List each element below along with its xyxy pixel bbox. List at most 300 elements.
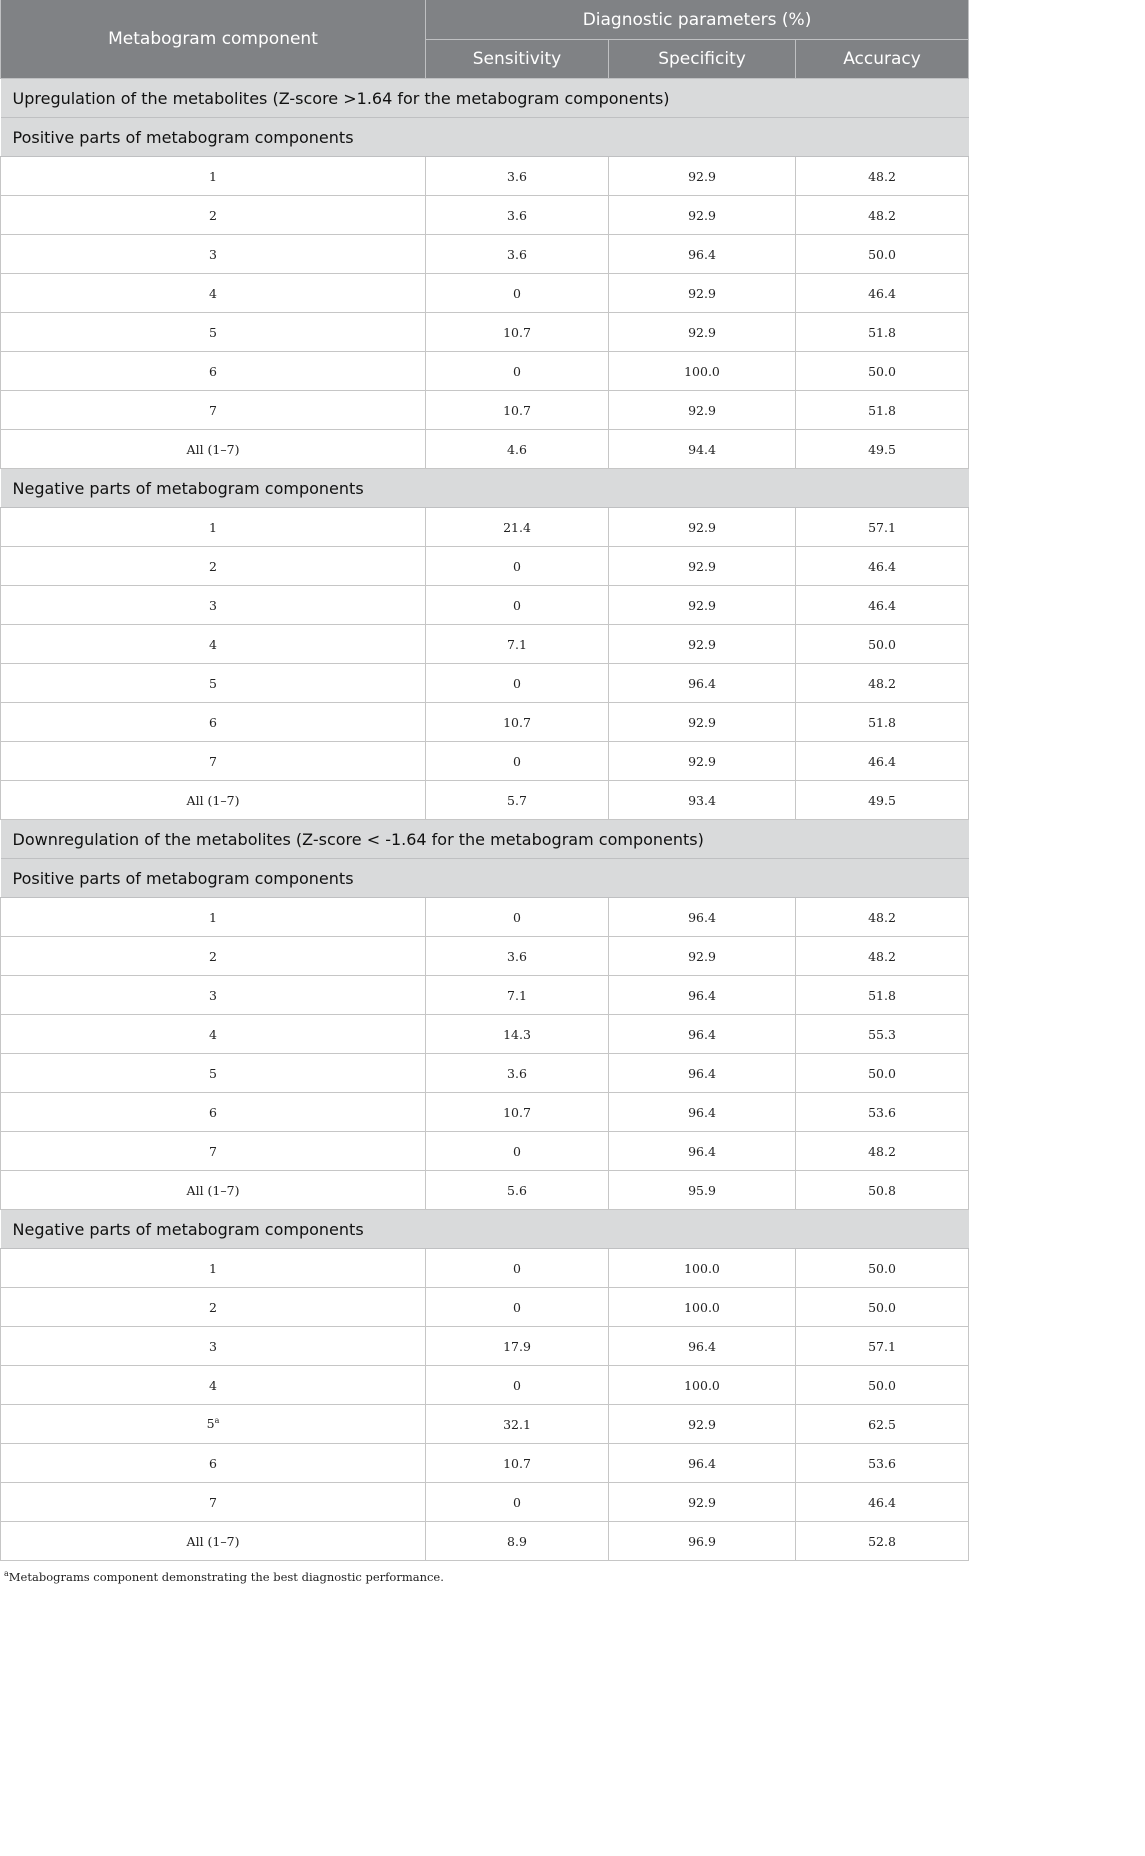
cell-accuracy (796, 664, 969, 703)
cell-component (1, 352, 426, 391)
cell-specificity (609, 1483, 796, 1522)
cell-accuracy (796, 703, 969, 742)
cell-sensitivity (426, 1522, 609, 1561)
cell-component (1, 274, 426, 313)
cell-sensitivity (426, 703, 609, 742)
cell-value: 2 (209, 948, 217, 964)
cell-sensitivity (426, 1444, 609, 1483)
footnote-text: Metabograms component demonstrating the best diagnostic performance. (8, 1569, 444, 1584)
cell-accuracy (796, 1444, 969, 1483)
part-row (1, 118, 969, 157)
cell-sensitivity (426, 1327, 609, 1366)
cell-component (1, 1405, 426, 1444)
cell-accuracy (796, 1132, 969, 1171)
cell-specificity (609, 508, 796, 547)
cell-value: 3 (209, 1338, 217, 1354)
cell-value: 7.1 (507, 987, 527, 1003)
cell-value: 1 (209, 168, 217, 184)
cell-value: 92.9 (688, 207, 716, 223)
table-row (1, 625, 969, 664)
table-row (1, 1093, 969, 1132)
cell-specificity (609, 1132, 796, 1171)
cell-accuracy (796, 1015, 969, 1054)
cell-component (1, 1249, 426, 1288)
cell-specificity (609, 274, 796, 313)
header-row-top (1, 0, 969, 40)
cell-specificity (609, 742, 796, 781)
cell-accuracy (796, 508, 969, 547)
cell-value: 48.2 (868, 168, 896, 184)
cell-specificity (609, 664, 796, 703)
cell-sensitivity (426, 157, 609, 196)
cell-value: 50.0 (868, 1260, 896, 1276)
cell-component (1, 508, 426, 547)
table-row (1, 586, 969, 625)
cell-value: 48.2 (868, 207, 896, 223)
cell-value: 51.8 (868, 714, 896, 730)
cell-accuracy (796, 898, 969, 937)
cell-sensitivity (426, 898, 609, 937)
regulation-row (1, 79, 969, 118)
cell-value: 50.0 (868, 1299, 896, 1315)
cell-value: 49.5 (868, 441, 896, 457)
cell-value: 92.9 (688, 402, 716, 418)
cell-value: 0 (513, 909, 521, 925)
cell-sensitivity (426, 274, 609, 313)
cell-sensitivity (426, 976, 609, 1015)
cell-sensitivity (426, 547, 609, 586)
table-row (1, 1483, 969, 1522)
table-row (1, 1444, 969, 1483)
cell-value: 4 (209, 636, 217, 652)
table-row (1, 781, 969, 820)
cell-value: 0 (513, 1260, 521, 1276)
cell-value: 4.6 (507, 441, 527, 457)
cell-value: 14.3 (503, 1026, 531, 1042)
cell-value: 93.4 (688, 792, 716, 808)
cell-value: 96.4 (688, 1143, 716, 1159)
cell-component (1, 157, 426, 196)
cell-value: 50.0 (868, 246, 896, 262)
cell-value: 1 (209, 1260, 217, 1276)
cell-value: 3.6 (507, 1065, 527, 1081)
cell-component (1, 664, 426, 703)
header-metabogram-component: Metabogram component (1, 0, 426, 79)
cell-value: 92.9 (688, 285, 716, 301)
table-row (1, 1288, 969, 1327)
cell-accuracy (796, 742, 969, 781)
cell-value: 92.9 (688, 753, 716, 769)
cell-specificity (609, 430, 796, 469)
cell-value: 7 (209, 402, 217, 418)
cell-sensitivity (426, 1405, 609, 1444)
cell-specificity (609, 1405, 796, 1444)
cell-value: 7.1 (507, 636, 527, 652)
cell-sensitivity (426, 1054, 609, 1093)
cell-specificity (609, 976, 796, 1015)
header-sensitivity: Sensitivity (426, 40, 609, 79)
cell-sensitivity (426, 937, 609, 976)
cell-specificity (609, 1093, 796, 1132)
cell-value: 46.4 (868, 753, 896, 769)
best-performance-marker: a (214, 1416, 220, 1426)
cell-value: 4 (209, 1377, 217, 1393)
header-diagnostic-parameters: Diagnostic parameters (%) (426, 0, 969, 40)
cell-sensitivity (426, 391, 609, 430)
table-row (1, 1171, 969, 1210)
cell-value: 8.9 (507, 1533, 527, 1549)
cell-value: 55.3 (868, 1026, 896, 1042)
cell-sensitivity (426, 1171, 609, 1210)
cell-value: 0 (513, 558, 521, 574)
cell-value: 92.9 (688, 714, 716, 730)
cell-value: 4 (209, 285, 217, 301)
cell-accuracy (796, 625, 969, 664)
footnote (4, 1569, 968, 1584)
table-row (1, 313, 969, 352)
cell-accuracy (796, 1483, 969, 1522)
cell-value: 7 (209, 1494, 217, 1510)
cell-specificity (609, 157, 796, 196)
cell-accuracy (796, 274, 969, 313)
table-row (1, 235, 969, 274)
cell-specificity (609, 235, 796, 274)
cell-value: 92.9 (688, 168, 716, 184)
table-row (1, 742, 969, 781)
cell-component (1, 1132, 426, 1171)
cell-value: 46.4 (868, 285, 896, 301)
cell-value: 5 (209, 675, 217, 691)
cell-value: 53.6 (868, 1455, 896, 1471)
cell-sensitivity (426, 1288, 609, 1327)
cell-specificity (609, 1288, 796, 1327)
cell-specificity (609, 1327, 796, 1366)
cell-accuracy (796, 781, 969, 820)
cell-accuracy (796, 976, 969, 1015)
cell-value: 17.9 (503, 1338, 531, 1354)
cell-value: 50.0 (868, 363, 896, 379)
header-accuracy: Accuracy (796, 40, 969, 79)
cell-value: 5 (206, 1416, 215, 1432)
cell-value: 21.4 (503, 519, 531, 535)
cell-value: 5.6 (507, 1182, 527, 1198)
cell-accuracy (796, 235, 969, 274)
cell-component (1, 1015, 426, 1054)
cell-value: 10.7 (503, 402, 531, 418)
cell-specificity (609, 586, 796, 625)
cell-accuracy (796, 196, 969, 235)
table-row (1, 352, 969, 391)
cell-specificity (609, 313, 796, 352)
cell-value: All (1–7) (186, 441, 240, 457)
cell-value: 0 (513, 753, 521, 769)
table-row (1, 1405, 969, 1444)
cell-sensitivity (426, 1015, 609, 1054)
cell-value: 3.6 (507, 168, 527, 184)
cell-value: 50.8 (868, 1182, 896, 1198)
cell-value: 0 (513, 285, 521, 301)
cell-value: 3.6 (507, 207, 527, 223)
cell-value: 32.1 (503, 1416, 531, 1432)
cell-component (1, 703, 426, 742)
cell-value: 46.4 (868, 1494, 896, 1510)
cell-sensitivity (426, 235, 609, 274)
cell-accuracy (796, 1327, 969, 1366)
table-row (1, 157, 969, 196)
cell-value: 100.0 (684, 1260, 720, 1276)
table-row (1, 703, 969, 742)
cell-component (1, 1288, 426, 1327)
table-body (1, 79, 969, 1561)
cell-sensitivity (426, 508, 609, 547)
cell-value: 48.2 (868, 1143, 896, 1159)
cell-value: All (1–7) (186, 1533, 240, 1549)
cell-value: 6 (209, 363, 217, 379)
cell-value: 6 (209, 1104, 217, 1120)
cell-value: 5 (209, 1065, 217, 1081)
cell-value: 92.9 (688, 597, 716, 613)
cell-sensitivity (426, 430, 609, 469)
table-row (1, 1054, 969, 1093)
cell-value: 50.0 (868, 1065, 896, 1081)
cell-value: 96.4 (688, 675, 716, 691)
cell-specificity (609, 703, 796, 742)
cell-component (1, 1483, 426, 1522)
table-row (1, 1249, 969, 1288)
cell-accuracy (796, 352, 969, 391)
cell-specificity (609, 625, 796, 664)
cell-value: 48.2 (868, 675, 896, 691)
cell-value: 57.1 (868, 519, 896, 535)
cell-value: 96.4 (688, 1065, 716, 1081)
table-row (1, 274, 969, 313)
cell-value: 46.4 (868, 558, 896, 574)
table-row (1, 1132, 969, 1171)
cell-value: 92.9 (688, 948, 716, 964)
cell-component (1, 586, 426, 625)
cell-value: 92.9 (688, 558, 716, 574)
cell-component (1, 196, 426, 235)
cell-value: 0 (513, 1299, 521, 1315)
cell-accuracy (796, 313, 969, 352)
cell-sensitivity (426, 664, 609, 703)
cell-value: 100.0 (684, 1299, 720, 1315)
cell-accuracy (796, 937, 969, 976)
cell-value: 0 (513, 363, 521, 379)
table-row (1, 664, 969, 703)
cell-component (1, 1093, 426, 1132)
cell-value: 0 (513, 1143, 521, 1159)
table-row (1, 898, 969, 937)
cell-sensitivity (426, 313, 609, 352)
cell-value: 2 (209, 207, 217, 223)
cell-sensitivity (426, 625, 609, 664)
cell-value: 5.7 (507, 792, 527, 808)
table-row (1, 391, 969, 430)
cell-value: 1 (209, 909, 217, 925)
cell-sensitivity (426, 1249, 609, 1288)
part-row (1, 1210, 969, 1249)
cell-component (1, 235, 426, 274)
cell-value: 96.4 (688, 246, 716, 262)
table-row (1, 196, 969, 235)
cell-value: All (1–7) (186, 1182, 240, 1198)
cell-component (1, 781, 426, 820)
cell-sensitivity (426, 586, 609, 625)
cell-value: 48.2 (868, 909, 896, 925)
cell-value: 51.8 (868, 402, 896, 418)
footnote-marker: a (4, 1569, 9, 1578)
table-row (1, 508, 969, 547)
cell-value: 2 (209, 558, 217, 574)
cell-sensitivity (426, 196, 609, 235)
cell-specificity (609, 196, 796, 235)
cell-value: 5 (209, 324, 217, 340)
cell-value: 10.7 (503, 324, 531, 340)
cell-accuracy (796, 1288, 969, 1327)
cell-accuracy (796, 1522, 969, 1561)
cell-component (1, 1444, 426, 1483)
cell-accuracy (796, 1054, 969, 1093)
table-row (1, 1522, 969, 1561)
cell-value: 92.9 (688, 1494, 716, 1510)
cell-value: 7 (209, 1143, 217, 1159)
cell-component (1, 547, 426, 586)
cell-value: 0 (513, 1377, 521, 1393)
cell-value: 52.8 (868, 1533, 896, 1549)
cell-value: 92.9 (688, 324, 716, 340)
cell-specificity (609, 1444, 796, 1483)
cell-accuracy (796, 1249, 969, 1288)
cell-component (1, 1171, 426, 1210)
cell-value: 51.8 (868, 324, 896, 340)
cell-value: 4 (209, 1026, 217, 1042)
cell-value: 49.5 (868, 792, 896, 808)
cell-specificity (609, 781, 796, 820)
cell-value: 3 (209, 987, 217, 1003)
cell-accuracy (796, 1366, 969, 1405)
cell-value: 100.0 (684, 363, 720, 379)
cell-value: 92.9 (688, 1416, 716, 1432)
cell-specificity (609, 1249, 796, 1288)
table-row (1, 1015, 969, 1054)
cell-value: 0 (513, 675, 521, 691)
cell-specificity (609, 1054, 796, 1093)
table-row (1, 547, 969, 586)
cell-sensitivity (426, 742, 609, 781)
cell-specificity (609, 391, 796, 430)
cell-value: 48.2 (868, 948, 896, 964)
cell-value: 51.8 (868, 987, 896, 1003)
cell-value: All (1–7) (186, 792, 240, 808)
cell-value: 50.0 (868, 1377, 896, 1393)
regulation-row (1, 820, 969, 859)
cell-sensitivity (426, 1366, 609, 1405)
cell-accuracy (796, 586, 969, 625)
cell-value: 3 (209, 246, 217, 262)
cell-value: 7 (209, 753, 217, 769)
cell-value: 10.7 (503, 1104, 531, 1120)
part-row (1, 469, 969, 508)
cell-value: 57.1 (868, 1338, 896, 1354)
cell-value: 96.4 (688, 1026, 716, 1042)
cell-value: 95.9 (688, 1182, 716, 1198)
cell-accuracy (796, 157, 969, 196)
cell-value: 3 (209, 597, 217, 613)
cell-value: 96.4 (688, 1104, 716, 1120)
cell-value: 92.9 (688, 636, 716, 652)
cell-specificity (609, 1015, 796, 1054)
part-label: Positive parts of metabogram components (1, 118, 969, 157)
cell-value: 96.9 (688, 1533, 716, 1549)
cell-accuracy (796, 1405, 969, 1444)
cell-value: 92.9 (688, 519, 716, 535)
cell-component (1, 898, 426, 937)
cell-specificity (609, 1171, 796, 1210)
cell-accuracy (796, 547, 969, 586)
cell-accuracy (796, 1093, 969, 1132)
table-row (1, 1366, 969, 1405)
part-label: Negative parts of metabogram components (1, 469, 969, 508)
regulation-label: Downregulation of the metabolites (Z-score < -1.64 for the metabogram components) (1, 820, 969, 859)
cell-value: 94.4 (688, 441, 716, 457)
cell-value: 10.7 (503, 714, 531, 730)
table-row (1, 430, 969, 469)
cell-component (1, 391, 426, 430)
cell-value: 62.5 (868, 1416, 896, 1432)
cell-accuracy (796, 430, 969, 469)
cell-component (1, 742, 426, 781)
cell-accuracy (796, 1171, 969, 1210)
cell-value: 96.4 (688, 1455, 716, 1471)
cell-specificity (609, 1366, 796, 1405)
cell-value: 100.0 (684, 1377, 720, 1393)
cell-component (1, 1522, 426, 1561)
cell-sensitivity (426, 781, 609, 820)
cell-value: 2 (209, 1299, 217, 1315)
part-label: Positive parts of metabogram components (1, 859, 969, 898)
cell-sensitivity (426, 1093, 609, 1132)
cell-value: 46.4 (868, 597, 896, 613)
cell-specificity (609, 1522, 796, 1561)
cell-value: 6 (209, 1455, 217, 1471)
cell-value: 96.4 (688, 909, 716, 925)
cell-component (1, 976, 426, 1015)
cell-component (1, 1054, 426, 1093)
cell-value: 3.6 (507, 948, 527, 964)
cell-value: 3.6 (507, 246, 527, 262)
cell-value: 96.4 (688, 987, 716, 1003)
cell-specificity (609, 898, 796, 937)
header-specificity: Specificity (609, 40, 796, 79)
part-row (1, 859, 969, 898)
cell-value: 10.7 (503, 1455, 531, 1471)
cell-value: 96.4 (688, 1338, 716, 1354)
table-row (1, 976, 969, 1015)
cell-sensitivity (426, 1132, 609, 1171)
cell-component (1, 937, 426, 976)
cell-sensitivity (426, 352, 609, 391)
part-label: Negative parts of metabogram components (1, 1210, 969, 1249)
table-row (1, 937, 969, 976)
cell-sensitivity (426, 1483, 609, 1522)
table-row (1, 1327, 969, 1366)
cell-value: 0 (513, 1494, 521, 1510)
cell-component (1, 430, 426, 469)
cell-specificity (609, 352, 796, 391)
cell-value: 1 (209, 519, 217, 535)
cell-value: 50.0 (868, 636, 896, 652)
